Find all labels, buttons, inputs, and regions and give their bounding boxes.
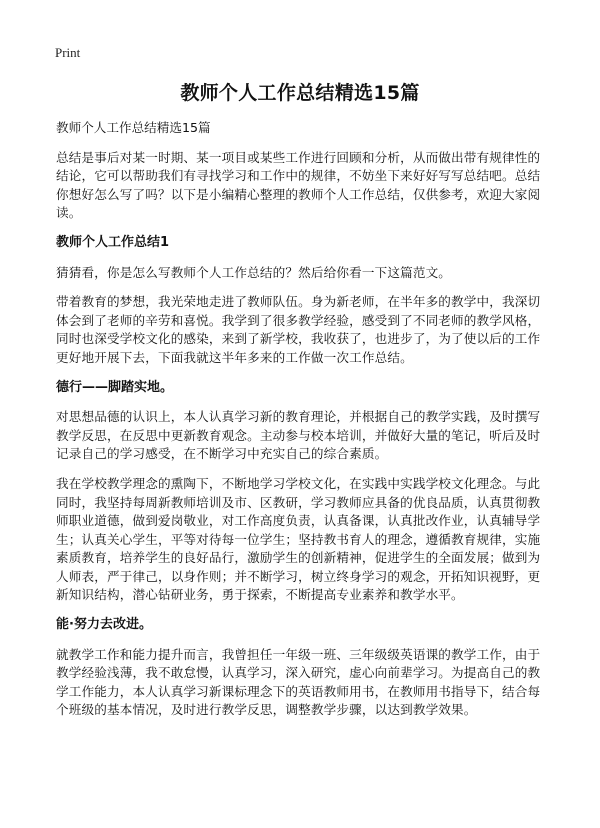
article-subtitle: 教师个人工作总结精选15篇 <box>56 120 211 135</box>
section-heading-virtue: 德行——脚踏实地。 <box>56 379 174 395</box>
page-title: 教师个人工作总结精选15篇 <box>180 82 420 104</box>
section-heading-ability: 能·努力去改进。 <box>56 617 152 633</box>
paragraph-teaching-ability: 就教学工作和能力提升而言，我曾担任一年级一班、三年级级英语课的教学工作，由于教学经验浅薄，我不敢怠慢，认真学习，深入研究，虚心向前辈学习。为提高自己的教学工作能力，本人认真学习新课标理念下的英语教师用书，在教师用书指导下，结合每个班级的基本情况，及时进行教学反思，调整教学步骤，以达到教学效果。 <box>56 646 541 718</box>
intro-paragraph: 总结是事后对某一时期、某一项目或某些工作进行回顾和分析，从而做出带有规律性的结论，它可以帮助我们有寻找学习和工作中的规律，不妨坐下来好好写写总结吧。总结你想好怎么写了吗？以下是小编精心整理的教师个人工作总结，仅供参考，欢迎大家阅读。 <box>56 149 541 221</box>
print-link[interactable]: Print <box>55 45 81 60</box>
paragraph-moral-understanding: 对思想品德的认识上，本人认真学习新的教育理论，并根据自己的教学实践，及时撰写教学反思，在反思中更新教育观念。主动参与校本培训，并做好大量的笔记，听后及时记录自己的学习感受，在不断学习中充实自己的综合素质。 <box>56 409 541 462</box>
article-body <box>56 119 549 731</box>
paragraph-dream: 带着教育的梦想，我光荣地走进了教师队伍。身为新老师，在半年多的教学中，我深切体会到了老师的辛劳和喜悦。我学到了很多教学经验，感受到了不同老师的教学风格，同时也深受学校文化的感染，来到了新学校，我收获了，也进步了，为了使以后的工作更好地开展下去，下面我就这半年多来的工作做一次工作总结。 <box>56 294 541 365</box>
paragraph-guess: 猜猜看，你是怎么写教师个人工作总结的？然后给你看一下这篇范文。 <box>56 264 452 280</box>
section-heading-summary-1: 教师个人工作总结1 <box>56 234 170 250</box>
paragraph-school-culture: 我在学校教学理念的熏陶下，不断地学习学校文化，在实践中实践学校文化理念。与此同时，我坚持每周新教师培训及市、区教研，学习教师应具备的优良品质，认真贯彻教师职业道德，做到爱岗敬业，对工作高度负责，认真备课，认真批改作业，认真辅导学生；认真关心学生，平等对待每一位学生；坚持教书育人的理念，遵循教育规律，实施素质教育，培养学生的良好品行，激励学生的创新精神，促进学生的全面发展；做到为人师表，严于律己，以身作则；并不断学习，树立终身学习的观念，开拓知识视野，更新知识结构，潜心钻研业务，勇于探索，不断提高专业素养和教学水平。 <box>56 475 541 603</box>
